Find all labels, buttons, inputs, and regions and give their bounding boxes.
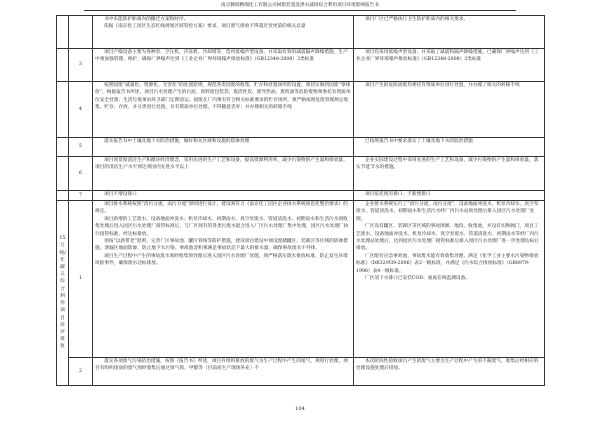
requirement-text: 项目须贯彻清洁生产和循环经济理念，采用先进的生产工艺和设备，提高资源利用率，减少污染物的产生量和排放量。项目的清洁生产水平须达到国内先进水平以上 xyxy=(95,158,348,171)
requirement-text: 书中未能防护距离内的搬迁方案和时序。 xyxy=(104,17,189,22)
implementation-cell xyxy=(354,191,545,201)
implementation-text: 企业实际建设过程中采用先进的生产工艺和设备，减少污染物的产生量和排放量，落实节能节水的措施。 xyxy=(356,158,539,171)
requirement-cell xyxy=(93,201,354,358)
page-number: 104 xyxy=(295,406,305,412)
project-cell xyxy=(57,201,69,386)
project-cell xyxy=(57,191,69,201)
implementation-text: 企业排水系统实行了“清污分流，雨污分流”，设备地面冲洗水、机泵冷却水、真空泵废水、管道清洗水、初期雨水和生活污水经厂内污水站预处理后排入园区污水处理厂处理。 xyxy=(356,202,539,222)
requirement-text: 项目新增的工艺废水、设备地面冲洗水、机泵冷却水、初期雨水、真空泵废水、管道清洗水、初期雨水和生活污水须收集处理后进入园区污水处理厂接管标准后，与厂区现有的各类污废水混合进入厂区污水处理厂集中处理，园区污水处理厂执行接管标准，经达标排放。 xyxy=(95,216,349,237)
implementation-text: 项目依托现有排口，不新增排口 xyxy=(365,192,431,197)
item-number xyxy=(69,16,93,49)
implementation-text: 厂区清下水排口已安装COD、氨氮在线监测设备。 xyxy=(365,276,470,282)
requirement-cell xyxy=(93,82,354,138)
project-cell xyxy=(57,16,69,49)
item-number: 7 xyxy=(69,191,93,201)
requirement-text: 须按“以新带老”原则，完善厂区事故池、罐区管线等防护措施，建设项目建设中须设置储罐区、装卸区等区域的防渗措施，泄漏区地面防渗，防止地下水污染。事故池容积须满足事故状态下最大的排水量，确保事故废水不外排。 xyxy=(95,239,348,252)
implementation-cell xyxy=(354,358,545,386)
implementation-text: 厂区设有罐区、装卸区等区域的事故围堰、地沟，收集池，并设有切换阀门，项目工艺废水、设备地面冲洗水、机泵冷却水、真空泵废水、管道清洗水、初期雨水等经厂内污水处理站处理后，达到园区污水处理厂接管标准后排入园区污水处理厂进一步处理达标后排放。 xyxy=(356,224,539,252)
header-rule xyxy=(84,10,516,11)
implementation-cell xyxy=(354,49,545,82)
item-number: 6 xyxy=(69,157,93,191)
item-number: 5 xyxy=(69,138,93,157)
implementation-cell xyxy=(354,157,545,191)
requirement-text: 项目产噪设备主要为各种泵、空压机、冷冻机、冷却塔等，选用低噪声型设备，并采取有效的减震隔声降噪措施，生产中须加强管理、维护，确保厂界噪声达到《工业企业厂界环境噪声排放标准》（GB12348-2008）3类标准 xyxy=(95,50,348,63)
requirement-text: 落实报告书中土壤及地下水防治措施，做好相关区域和设施的防渗处理 xyxy=(104,139,250,144)
requirement-text: 项目排水系统按照“清污分流，雨污分流”原则进行设计，建设须符合《南京化工园区企业排水系统规范化整治要求》的规定。 xyxy=(95,202,348,215)
requirement-text: 项目生产过程中产生的事故废水须经收集预处理后进入园区污水处理厂处理，须严格落实废水排放标准，防止发生环境风险事件，确保废水达标排放。 xyxy=(95,253,348,267)
table-row xyxy=(57,82,545,138)
table-row xyxy=(57,16,545,49)
project-cell xyxy=(57,157,69,191)
table-row xyxy=(57,358,545,386)
implementation-cell xyxy=(354,138,545,157)
table-row xyxy=(57,201,545,358)
requirement-cell xyxy=(93,138,354,157)
implementation-cell xyxy=(354,16,545,49)
table-row xyxy=(57,138,545,157)
item-number: 3 xyxy=(69,49,93,82)
implementation-text: 项目厂区已严格执行卫生防护距离内的相关要求。 xyxy=(365,17,469,22)
table-row xyxy=(57,157,545,191)
project-cell xyxy=(57,138,69,157)
table-row xyxy=(57,49,545,82)
item-number: 2 xyxy=(69,358,93,386)
table-row xyxy=(57,191,545,201)
implementation-text: 已按照报告书中要求落实了土壤及地下水的防治措施 xyxy=(365,139,473,144)
item-number: 4 xyxy=(69,82,93,138)
project-cell xyxy=(57,49,69,82)
requirement-text: 落实各项废气污染防治措施，按照《报告书》所述，项目有组织排放的废气为生产过程中产生的尾气，须进行处理，项目有组织排放的废气须经收集后通过排气筒，甲醇等（目前尚生产现场补充）不 xyxy=(95,359,348,372)
implementation-text: 项目产生的危险固废均委托有资质单位进行处置，并办理了相关的转移手续 xyxy=(365,83,520,88)
page-header: 南京腾瑞精细化工有限公司树脂装置洗涤水减排综合利用项目环境影响报告书 xyxy=(221,3,379,8)
implementation-cell xyxy=(354,82,545,138)
requirement-cell xyxy=(93,157,354,191)
requirement-cell xyxy=(93,358,354,386)
project-cell xyxy=(57,82,69,138)
requirement-cell xyxy=(93,16,354,49)
implementation-text: 本次阶段性验收项目产生的废气主要为生产过程中产生的不凝废气，收集后经相应的处理设施处理后排放。 xyxy=(356,359,539,372)
implementation-text: 项目均采用低噪声型设备，并采取了减震和隔声降噪措施，已确保厂界噪声达到《工业企业厂界环境噪声排放标准》（GB12348-2008）3类标准 xyxy=(356,50,539,63)
requirement-text: 依据《南京化工园区生态红线规划区域管控方案》要求，项目废气排放不得超过变更前的相关总量 xyxy=(104,24,306,30)
implementation-cell xyxy=(354,201,545,358)
item-number: 1 xyxy=(69,201,93,358)
project-label: 15万吨/年碳五综合利用项目环评批复 xyxy=(59,236,66,350)
requirement-cell xyxy=(93,191,354,201)
requirement-text: 项目不增设排口 xyxy=(104,192,137,197)
requirement-text: 按照固废“减量化、资源化、无害化”的处置原则，规范各类固废的收集、贮存和处置场所的设置。须切实做到固废“零排放”，根据报告书所述，项目污水处理产生的污泥、原料废包装袋、废活性炭、废导热油、废机油等危险废物须委托有资质单位安全处置；生活垃圾须由环卫部门定期清运。固废在厂内须有符合相关标准要求的贮存场所，须严格按照危废管理规定收集、贮存、存放，并分类进行处置，存有资质单位处理，不得随意丢弃；并办理相关的转移手续 xyxy=(95,83,351,111)
implementation-text: 厂区配有应急事故池，事故废水能有效收集处理，满足《化学工业主要水污染物排放标准》（DB32/939-2006）表2一级标准，并满足《污水综合排放标准》（GB8979-1996）表4一级标准。 xyxy=(356,253,539,274)
compliance-table xyxy=(56,15,545,386)
requirement-cell xyxy=(93,49,354,82)
